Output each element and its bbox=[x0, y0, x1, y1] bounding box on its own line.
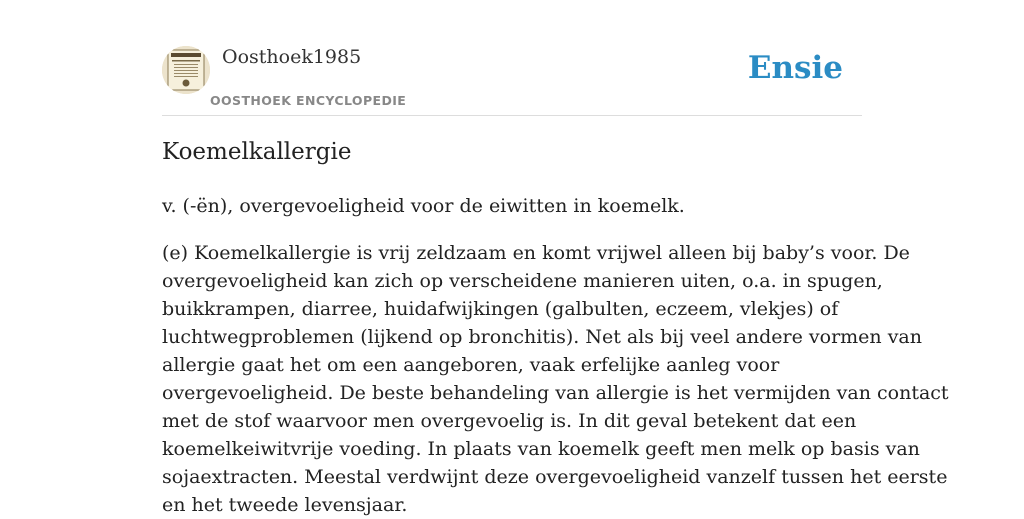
header bbox=[162, 44, 862, 116]
body-line: overgevoeligheid. De beste behandeling van allergie is het vermijden van contact bbox=[162, 382, 949, 404]
ensie-logo[interactable]: Ensie bbox=[747, 50, 843, 86]
body-line: en het tweede levensjaar. bbox=[162, 494, 408, 516]
source-label[interactable]: OOSTHOEK ENCYCLOPEDIE bbox=[210, 93, 407, 108]
definition-text: v. (-ën), overgevoeligheid voor de eiwitten in koemelk. bbox=[162, 195, 685, 217]
body-line: luchtwegproblemen (lijkend op bronchitis). Net als bij veel andere vormen van bbox=[162, 326, 922, 348]
body-line: overgevoeligheid kan zich op verscheidene manieren uiten, o.a. in spugen, bbox=[162, 270, 883, 292]
article-body bbox=[162, 239, 949, 519]
body-line: (e) Koemelkallergie is vrij zeldzaam en komt vrijwel alleen bij baby’s voor. De bbox=[162, 242, 910, 264]
body-line: met de stof waarvoor men overgevoelig is. In dit geval betekent dat een bbox=[162, 410, 857, 432]
body-line: allergie gaat het om een aangeboren, vaak erfelijke aanleg voor bbox=[162, 354, 780, 376]
author-name[interactable]: Oosthoek1985 bbox=[222, 46, 362, 68]
book-cover-icon bbox=[162, 46, 210, 94]
avatar[interactable] bbox=[162, 46, 210, 94]
body-line: buikkrampen, diarree, huidafwijkingen (galbulten, eczeem, vlekjes) of bbox=[162, 298, 839, 320]
page-title: Koemelkallergie bbox=[162, 139, 352, 165]
body-line: sojaextracten. Meestal verdwijnt deze overgevoeligheid vanzelf tussen het eerste bbox=[162, 466, 948, 488]
body-line: koemelkeiwitvrije voeding. In plaats van koemelk geeft men melk op basis van bbox=[162, 438, 920, 460]
